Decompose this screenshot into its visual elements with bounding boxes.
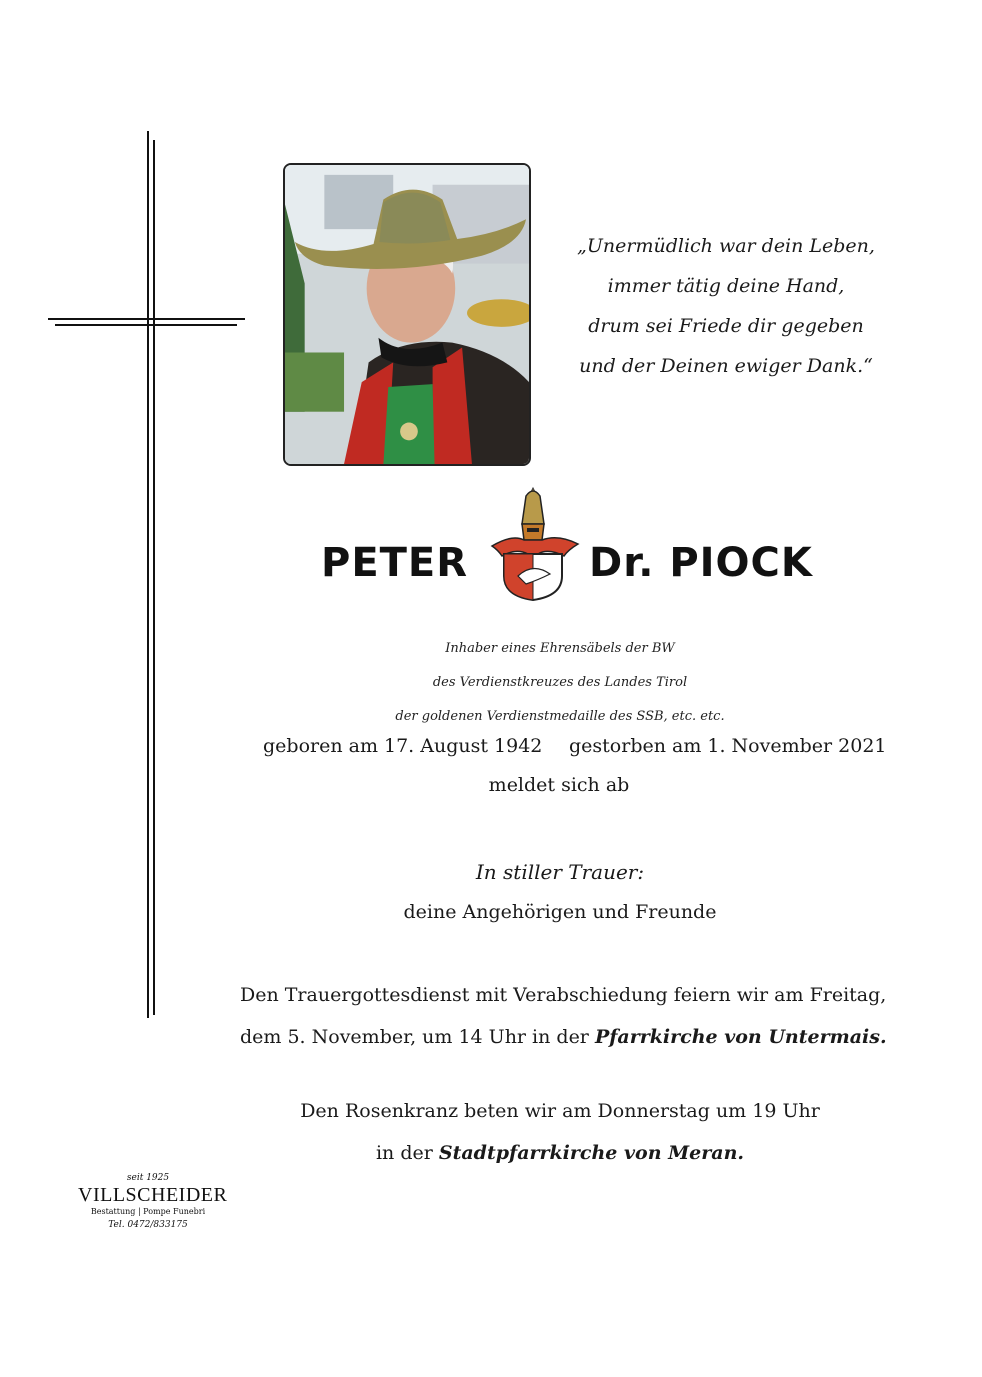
funeral-home-phone: Tel. 0472/833175 (108, 1220, 188, 1230)
quote-line: und der Deinen ewiger Dank.“ (579, 355, 873, 377)
cross-horizontal-line-inner (55, 324, 237, 326)
mourners-text: deine Angehörigen und Freunde (403, 901, 717, 923)
rosary-church: Stadtpfarrkirche von Meran. (438, 1142, 745, 1164)
quote-line: immer tätig deine Hand, (607, 275, 845, 297)
service-line-text: dem 5. November, um 14 Uhr in der (240, 1026, 595, 1048)
announcement-text: meldet sich ab (488, 774, 630, 796)
cross-vertical-line (147, 131, 149, 1018)
funeral-home-since: seit 1925 (126, 1173, 170, 1183)
cross-horizontal-line (48, 318, 245, 320)
quote-line: „Unermüdlich war dein Leben, (577, 235, 875, 257)
coat-of-arms-icon (478, 484, 588, 604)
deceased-last-name: Dr. PIOCK (589, 540, 813, 586)
honor-item: der goldenen Verdienstmedaille des SSB, etc. etc. (395, 709, 725, 724)
portrait-photo (283, 163, 531, 466)
rosary-line-text: in der (375, 1142, 439, 1164)
rosary-info (240, 1090, 880, 1174)
cross-vertical-line-inner (153, 140, 155, 1015)
service-church: Pfarrkirche von Untermais. (594, 1026, 887, 1048)
funeral-home-name: VILLSCHEIDER (78, 1184, 228, 1206)
honor-item: Inhaber eines Ehrensäbels der BW (445, 641, 675, 656)
funeral-home-subtitle: Bestattung | Pompe Funebri (90, 1207, 206, 1216)
honors-list (340, 632, 780, 734)
memorial-quote (556, 226, 896, 386)
service-info (240, 974, 887, 1058)
rosary-line (240, 1132, 880, 1174)
death-date: gestorben am 1. November 2021 (569, 735, 887, 757)
honor-item: des Verdienstkreuzes des Landes Tirol (432, 675, 688, 690)
quote-line: drum sei Friede dir gegeben (588, 315, 864, 337)
deceased-first-name: PETER (321, 540, 469, 586)
mourning-heading: In stiller Trauer: (475, 860, 645, 884)
rosary-line: Den Rosenkranz beten wir am Donnerstag um 19 Uhr (300, 1100, 820, 1122)
funeral-home-logo (78, 1172, 228, 1232)
service-line: Den Trauergottesdienst mit Verabschiedung feiern wir am Freitag, (240, 984, 887, 1006)
birth-date: geboren am 17. August 1942 (263, 735, 543, 757)
service-line (240, 1016, 887, 1058)
